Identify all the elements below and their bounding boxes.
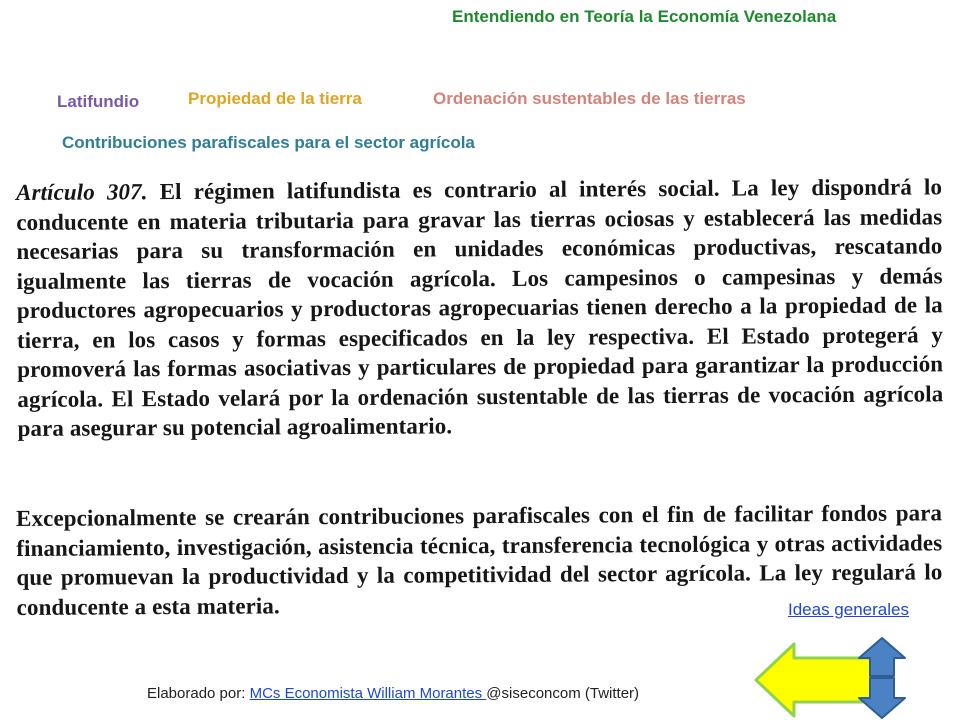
footer-credit — [147, 685, 639, 702]
article-number: Artículo 307. — [16, 179, 148, 205]
page-title: Entendiendo en Teoría la Economía Venezolana — [452, 7, 837, 26]
up-arrow-icon[interactable] — [857, 636, 907, 678]
keyword-contribuciones-parafiscales: Contribuciones parafiscales para el sector agrícola — [62, 133, 475, 152]
author-link[interactable]: MCs Economista William Morantes — [249, 685, 487, 702]
ideas-generales-link[interactable]: Ideas generales — [788, 600, 909, 619]
keyword-propiedad-tierra: Propiedad de la tierra — [188, 89, 362, 108]
article-text-1: El régimen latifundista es contrario al interés social. La ley dispondrá lo conducente en materia tributaria para gravar las tierras ociosas y establecerá las medidas necesarias para su transformación en unidades económicas productivas, rescatando igualmente las tierras de vocación agrícola. Los campesinos o campesinas y demás productores agropecuarios y productoras agropecuarias tienen derecho a la propiedad de la tierra, en los casos y formas especificados en la ley respectiva. El Estado protegerá y promoverá las formas asociativas y particulares de propiedad para garantizar la producción agrícola. El Estado velará por la ordenación sustentable de las tierras de vocación agrícola para asegurar su potencial agroalimentario. — [16, 174, 944, 441]
footer-prefix: Elaborado por: — [147, 685, 250, 702]
keyword-latifundio: Latifundio — [57, 92, 140, 111]
article-text-2: Excepcionalmente se crearán contribuciones parafiscales con el fin de facilitar fondos para financiamiento, investigación, asistencia técnica, transferencia tecnológica y otras actividades que promuevan la productividad y la competitividad del sector agrícola. La ley regulará lo conducente a esta materia. — [16, 500, 943, 620]
footer-suffix: @siseconcom (Twitter) — [486, 685, 640, 702]
down-arrow-icon[interactable] — [857, 676, 907, 720]
keyword-ordenacion-tierras: Ordenación sustentables de las tierras — [433, 89, 746, 108]
article-paragraph-1 — [16, 172, 944, 443]
